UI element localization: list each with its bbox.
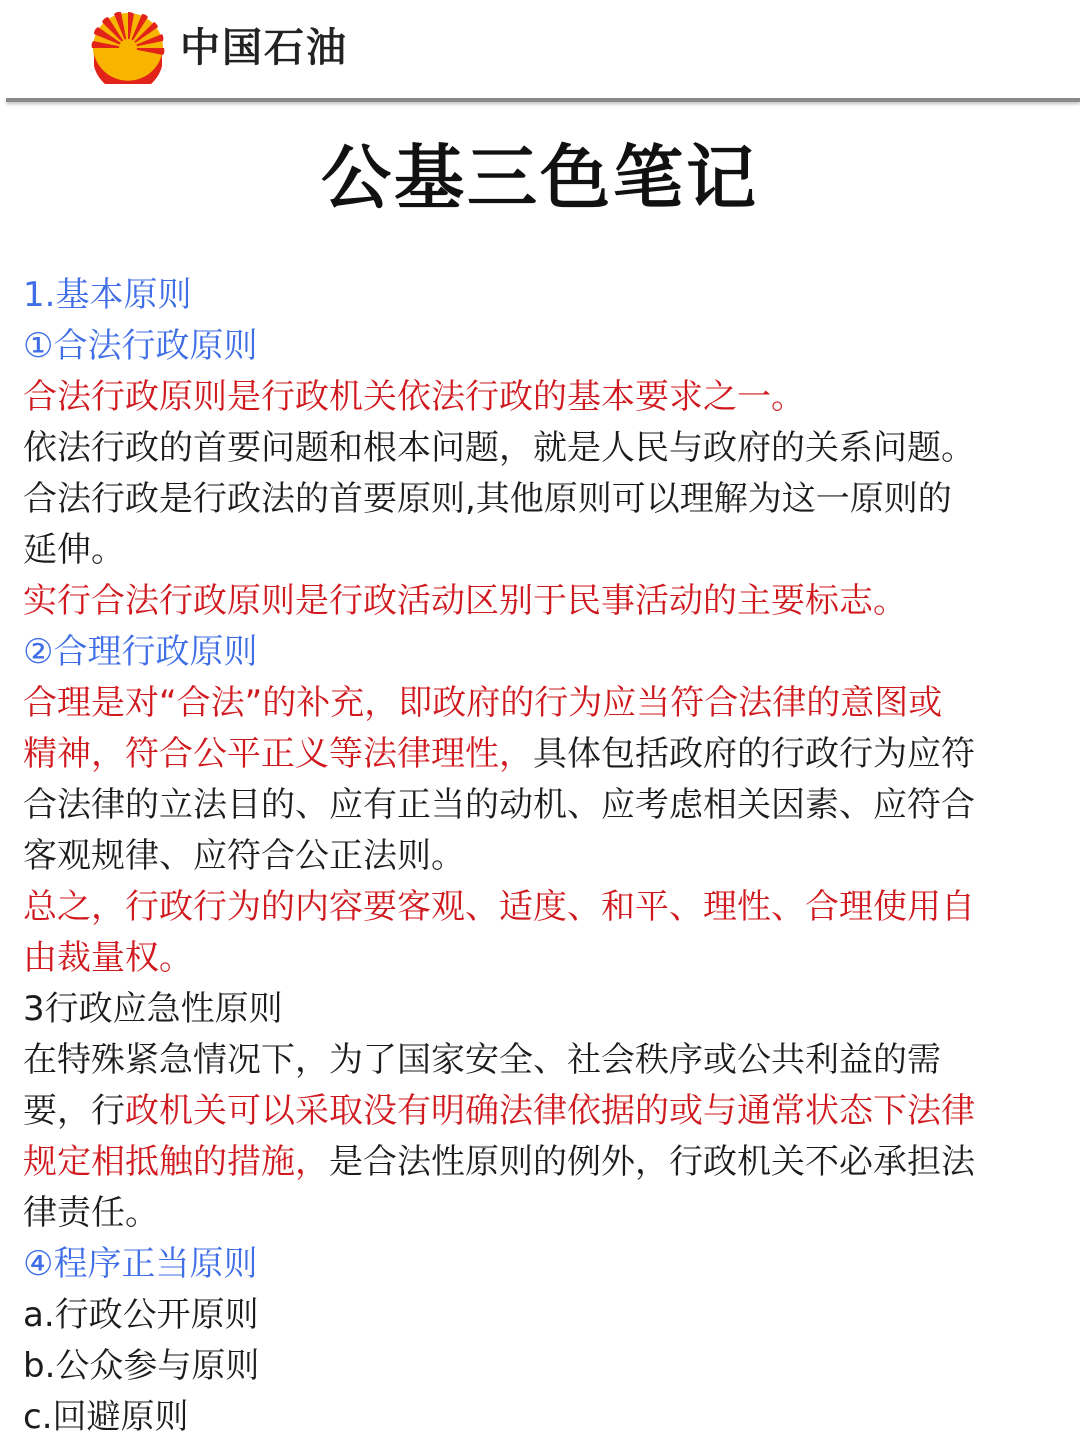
note-text-black: 客观规律、应符合公正法则。 <box>23 836 465 876</box>
note-text-black: 是合法性原则的例外，行政机关不必承担法 <box>329 1142 975 1182</box>
note-text-black: b.公众参与原则 <box>23 1346 260 1386</box>
note-text-red: 政机关可以采取没有明确法律依据的或与通常状态下法律 <box>125 1091 975 1131</box>
note-text-red: 总之，行政行为的内容要客观、适度、和平、理性、合理使用自 <box>23 887 975 927</box>
note-line <box>23 372 1043 423</box>
header-divider <box>6 98 1080 102</box>
note-line <box>23 1290 1043 1341</box>
notes-body <box>23 270 1043 1443</box>
note-text-black: 在特殊紧急情况下，为了国家安全、社会秩序或公共利益的需 <box>23 1040 941 1080</box>
note-text-black: 3行政应急性原则 <box>23 989 283 1029</box>
note-line <box>23 474 1043 525</box>
note-line <box>23 831 1043 882</box>
note-text-black: 延伸。 <box>23 530 125 570</box>
note-line <box>23 882 1043 933</box>
note-line <box>23 1137 1043 1188</box>
note-line <box>23 321 1043 372</box>
note-line <box>23 780 1043 831</box>
note-line <box>23 1392 1043 1443</box>
note-line <box>23 1239 1043 1290</box>
note-text-red: 合法行政原则是行政机关依法行政的基本要求之一。 <box>23 377 805 417</box>
header-bar <box>0 0 1080 100</box>
note-line <box>23 1341 1043 1392</box>
note-text-red: 由裁量权。 <box>23 938 193 978</box>
note-text-blue: ②合理行政原则 <box>23 632 258 672</box>
note-text-black: 合法行政是行政法的首要原则,其他原则可以理解为这一原则的 <box>23 479 952 519</box>
note-text-blue: ④程序正当原则 <box>23 1244 258 1284</box>
note-text-blue: 1.基本原则 <box>23 275 192 315</box>
note-line <box>23 627 1043 678</box>
note-line <box>23 678 1043 729</box>
note-line <box>23 423 1043 474</box>
note-line <box>23 1035 1043 1086</box>
note-line <box>23 933 1043 984</box>
note-text-black: c.回避原则 <box>23 1397 189 1437</box>
note-text-black: 律责任。 <box>23 1193 159 1233</box>
note-line <box>23 576 1043 627</box>
note-text-blue: ①合法行政原则 <box>23 326 258 366</box>
note-line <box>23 1086 1043 1137</box>
note-text-black: 具体包括政府的行政行为应符 <box>533 734 975 774</box>
note-text-black: 要，行 <box>23 1091 125 1131</box>
note-line <box>23 1188 1043 1239</box>
note-line <box>23 525 1043 576</box>
note-line <box>23 729 1043 780</box>
note-text-red: 规定相抵触的措施， <box>23 1142 329 1182</box>
note-line <box>23 270 1043 321</box>
note-text-black: 合法律的立法目的、应有正当的动机、应考虑相关因素、应符合 <box>23 785 975 825</box>
note-text-red: 精神，符合公平正义等法律理性， <box>23 734 533 774</box>
cnpc-petal-logo-icon <box>88 8 168 84</box>
note-line <box>23 984 1043 1035</box>
note-text-red: 合理是对“合法”的补充，即政府的行为应当符合法律的意图或 <box>23 683 943 723</box>
note-text-black: 依法行政的首要问题和根本问题，就是人民与政府的关系问题。 <box>23 428 975 468</box>
note-text-black: a.行政公开原则 <box>23 1295 259 1335</box>
note-text-red: 实行合法行政原则是行政活动区别于民事活动的主要标志。 <box>23 581 907 621</box>
page-title: 公基三色笔记 <box>321 137 759 219</box>
brand-name: 中国石油 <box>180 25 348 71</box>
